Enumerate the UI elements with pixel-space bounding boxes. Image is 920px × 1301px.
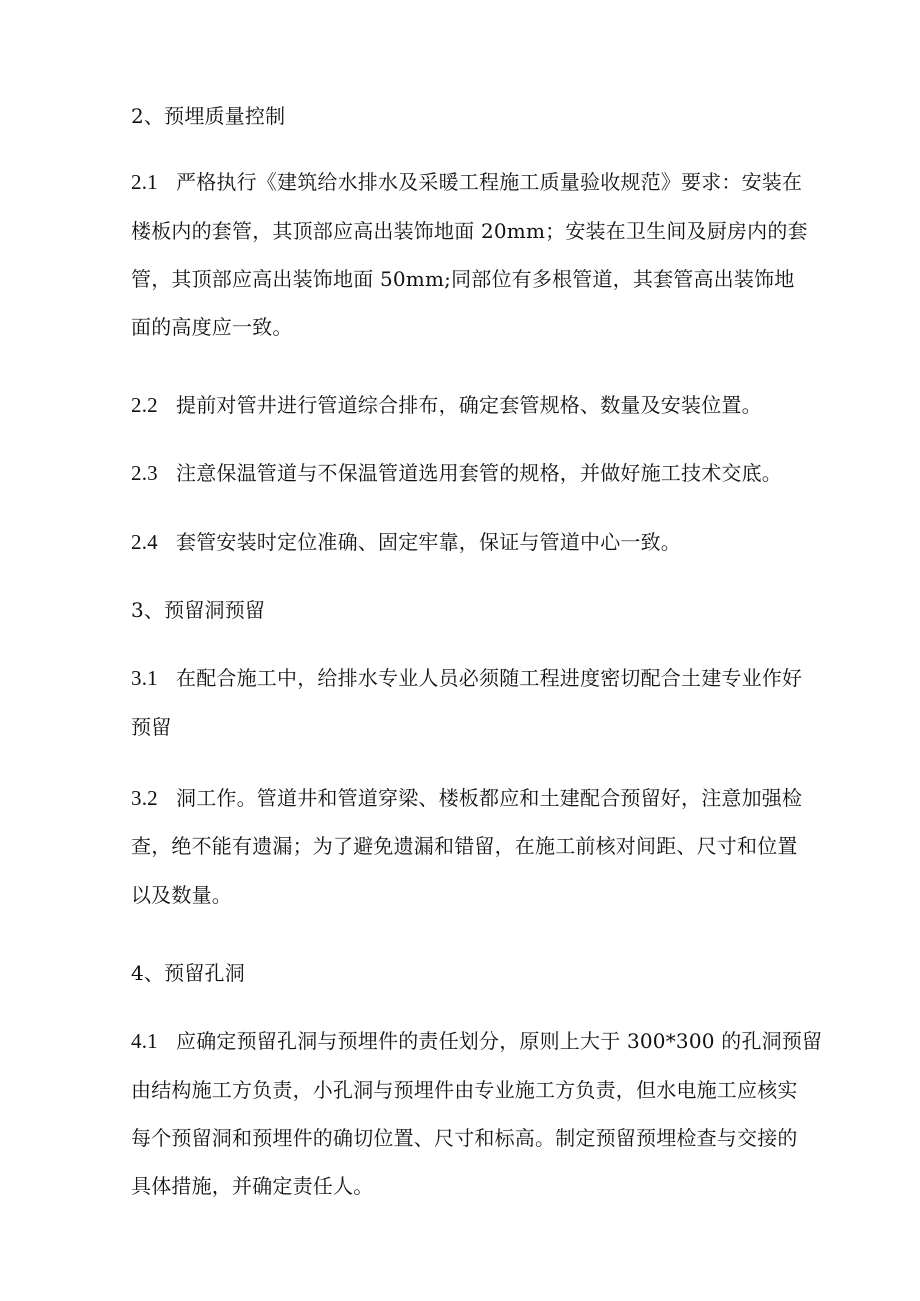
paragraph-text: 应确定预留孔洞与预埋件的责任划分，原则上大于 300*300 的孔洞预留 (176, 1029, 823, 1053)
paragraph-line: 楼板内的套管，其顶部应高出装饰地面 20mm；安装在卫生间及厨房内的套 (131, 219, 808, 243)
paragraph-line: 每个预留洞和预埋件的确切位置、尺寸和标高。制定预留预埋检查与交接的 (131, 1126, 798, 1150)
paragraph-line (131, 169, 811, 195)
paragraph-line (131, 392, 811, 418)
paragraph-text: 洞工作。管道井和管道穿梁、楼板都应和土建配合预留好，注意加强检 (176, 786, 803, 810)
paragraph-line: 面的高度应一致。 (131, 315, 293, 339)
paragraph-line (131, 665, 811, 691)
paragraph-line (131, 785, 811, 811)
paragraph-line: 由结构施工方负责，小孔洞与预埋件由专业施工方负责，但水电施工应核实 (131, 1078, 798, 1102)
paragraph-number: 2.3 (131, 461, 158, 485)
paragraph-number: 2.2 (131, 393, 158, 417)
paragraph-line (131, 1028, 823, 1054)
paragraph-text: 注意保温管道与不保温管道选用套管的规格，并做好施工技术交底。 (176, 461, 782, 485)
paragraph-line: 查，绝不能有遗漏；为了避免遗漏和错留，在施工前核对间距、尺寸和位置 (131, 834, 798, 858)
paragraph-line: 具体措施，并确定责任人。 (131, 1174, 374, 1198)
paragraph-text: 在配合施工中，给排水专业人员必须随工程进度密切配合土建专业作好 (176, 666, 803, 690)
paragraph-number: 2.1 (131, 170, 158, 194)
paragraph-number: 4.1 (131, 1029, 158, 1053)
paragraph-text: 提前对管井进行管道综合排布，确定套管规格、数量及安装位置。 (176, 393, 762, 417)
paragraph-line: 以及数量。 (131, 883, 232, 907)
paragraph-number: 2.4 (131, 530, 158, 554)
paragraph-number: 3.2 (131, 786, 158, 810)
paragraph-number: 3.1 (131, 666, 158, 690)
paragraph-line (131, 529, 811, 555)
paragraph-line (131, 460, 811, 486)
section-heading: 2、预埋质量控制 (131, 104, 286, 128)
paragraph-text: 套管安装时定位准确、固定牢靠，保证与管道中心一致。 (176, 530, 681, 554)
paragraph-line: 预留 (131, 715, 172, 739)
section-heading: 3、预留洞预留 (131, 598, 266, 622)
paragraph-text: 严格执行《建筑给水排水及采暖工程施工质量验收规范》要求：安装在 (176, 170, 803, 194)
paragraph-line: 管，其顶部应高出装饰地面 50mm;同部位有多根管道，其套管高出装饰地 (131, 267, 795, 291)
section-heading: 4、预留孔洞 (131, 961, 245, 985)
